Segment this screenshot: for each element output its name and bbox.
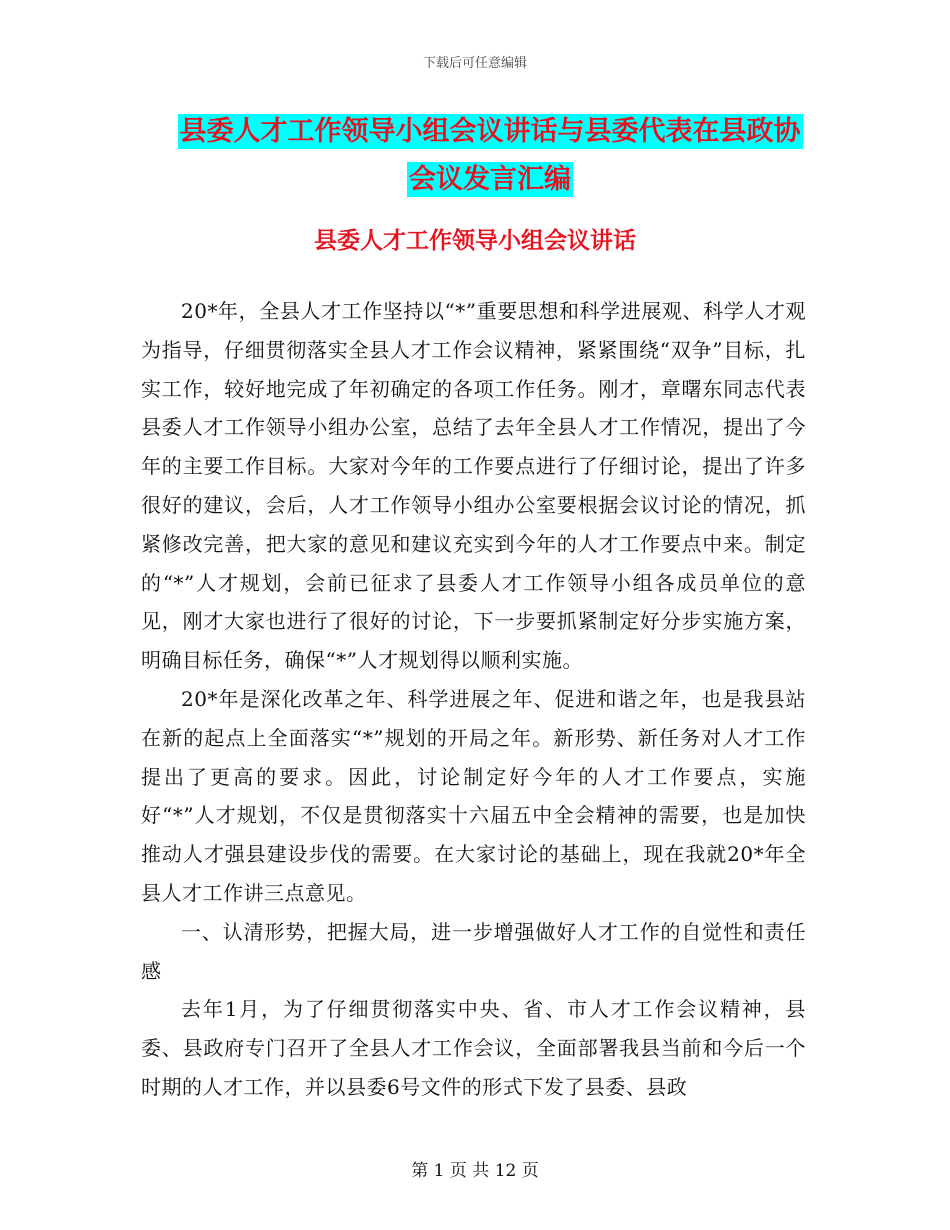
document-title bbox=[140, 108, 840, 204]
document-title-line-2: 会议发言汇编 bbox=[409, 164, 571, 195]
page-number-footer: 第 1 页 共 12 页 bbox=[411, 1161, 539, 1181]
section-title: 县委人才工作领导小组会议讲话 bbox=[314, 228, 636, 254]
body-text bbox=[141, 292, 806, 1107]
paragraph-4: 去年1月，为了仔细贯彻落实中央、省、市人才工作会议精神，县委、县政府专门召开了全县人才工作会议，全面部署我县当前和今后一个时期的人才工作，并以县委6号文件的形式下发了县委、县政 bbox=[141, 997, 806, 1099]
header-note: 下载后可任意编辑 bbox=[422, 56, 527, 71]
document-title-line-1: 县委人才工作领导小组会议讲话与县委代表在县政协 bbox=[179, 116, 801, 147]
paragraph-1: 20*年，全县人才工作坚持以“*”重要思想和科学进展观、科学人才观为指导，仔细贯彻落实全县人才工作会议精神，紧紧围绕“双争”目标，扎实工作，较好地完成了年初确定的各项工作任务。刚才，章曙东同志代表县委人才工作领导小组办公室，总结了去年全县人才工作情况，提出了今年的主要工作目标。大家对今年的工作要点进行了仔细讨论，提出了许多很好的建议，会后，人才工作领导小组办公室要根据会议讨论的情况，抓紧修改完善，把大家的意见和建议充实到今年的人才工作要点中来。制定的“*”人才规划，会前已征求了县委人才工作领导小组各成员单位的意见，刚才大家也进行了很好的讨论，下一步要抓紧制定好分步实施方案，明确目标任务，确保“*”人才规划得以顺利实施。 bbox=[141, 299, 806, 673]
paragraph-3-heading: 一、认清形势，把握大局，进一步增强做好人才工作的自觉性和责任感 bbox=[141, 919, 806, 983]
paragraph-2: 20*年是深化改革之年、科学进展之年、促进和谐之年，也是我县站在新的起点上全面落实“*”规划的开局之年。新形势、新任务对人才工作提出了更高的要求。因此，讨论制定好今年的人才工作要点，实施好“*”人才规划，不仅是贯彻落实十六届五中全会精神的需要，也是加快推动人才强县建设步伐的需要。在大家讨论的基础上，现在我就20*年全县人才工作讲三点意见。 bbox=[141, 686, 806, 905]
